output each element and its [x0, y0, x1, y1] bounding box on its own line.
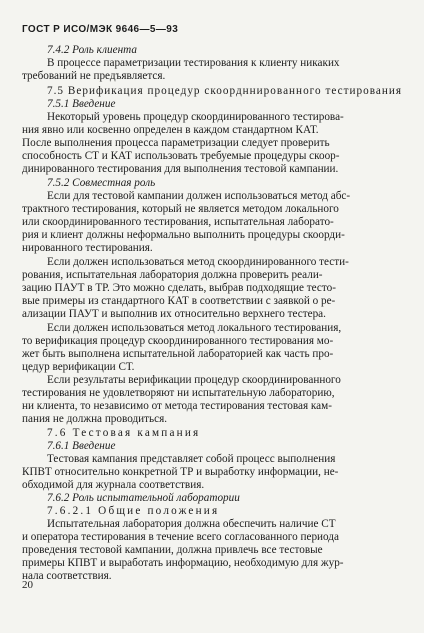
text-line: ализации ПАУТ и выполнив их относительно верхнего тестера.	[22, 308, 326, 320]
standard-header: ГОСТ Р ИСО/МЭК 9646—5—93	[22, 24, 179, 35]
text-line: зацию ПАУТ в ТР. Это можно сделать, выбрав подходящие тесто-	[22, 282, 336, 294]
text-line: ния явно или косвенно определен в каждом стандартном КАТ.	[22, 124, 319, 136]
text-line: Если для тестовой кампании должен использоваться метод абс-	[47, 190, 351, 202]
text-line: Если должен использоваться метод локального тестирования,	[47, 322, 342, 334]
text-line: 7.6.2.1 Общие положения	[47, 505, 220, 517]
text-line: рования, испытательная лаборатория должна проверить реали-	[22, 269, 323, 281]
text-line: жет быть выполнена испытательной лабораторией как часть про-	[22, 348, 334, 360]
text-line: тестирования не удовлетворяют ни испытательную лабораторию,	[22, 387, 335, 399]
text-line: Если результаты верификации процедур скоординированного	[47, 374, 341, 386]
text-line: КПВТ относительно конкретной ТР и выработку информации, не-	[22, 466, 339, 478]
text-line: Испытательная лаборатория должна обеспечить наличие СТ	[47, 518, 336, 530]
text-line: рия и клиент должны неформально выполнить процедуры скоорди-	[22, 229, 345, 241]
text-line: В процессе параметризации тестирования к клиенту никаких	[47, 57, 340, 69]
text-line: 7.5.2 Совместная роль	[47, 177, 156, 189]
text-line: трактного тестирования, который не является методом локального	[22, 203, 339, 215]
text-line: 7.6.2 Роль испытательной лаборатории	[47, 492, 240, 504]
text-line: 7.5 Верификация процедур скоордннированного тестирования	[47, 85, 403, 97]
text-line: Некоторый уровень процедур скоординированного тестирова-	[47, 111, 344, 123]
text-line: проведения тестовой кампании, должна привлечь все тестовые	[22, 544, 323, 556]
text-line: способность СТ и КАТ использовать требуемые процедуры скоор-	[22, 150, 340, 162]
page-number: 20	[22, 579, 33, 591]
text-line: 7.6 Тестовая кампания	[47, 427, 201, 439]
text-line: После выполнения процесса параметризации следует проверить	[22, 137, 330, 149]
text-line: 7.5.1 Введение	[47, 98, 116, 110]
text-line: 7.4.2 Роль клиента	[47, 44, 137, 56]
text-line: Если должен использоваться метод скоординированного тести-	[47, 256, 349, 268]
text-line: обходимой для журнала соответствия.	[22, 479, 205, 491]
text-line: требований не предъявляется.	[22, 70, 166, 82]
text-line: нала соответствия.	[22, 570, 112, 582]
text-line: и оператора тестирования в течение всего согласованного периода	[22, 531, 339, 543]
text-line: примеры КПВТ и выработать информацию, необходимую для жур-	[22, 557, 344, 569]
text-line: вые примеры из стандартного КАТ в соответствии с заявкой о ре-	[22, 295, 336, 307]
text-line: ни клиента, то независимо от метода тестирования тестовая кам-	[22, 400, 332, 412]
text-line: пания не должна проводиться.	[22, 413, 168, 425]
text-line: динированного тестирования для выполнения тестовой кампании.	[22, 163, 339, 175]
text-line: Тестовая кампания представляет собой процесс выполнения	[47, 453, 336, 465]
text-line: цедур верификации СТ.	[22, 361, 135, 373]
text-line: 7.6.1 Введение	[47, 440, 116, 452]
text-line: то верификация процедур скоординированного тестирования мо-	[22, 335, 334, 347]
text-line: нированного тестирования.	[22, 242, 153, 254]
text-line: или скоординированного тестирования, испытательная лаборато-	[22, 216, 334, 228]
